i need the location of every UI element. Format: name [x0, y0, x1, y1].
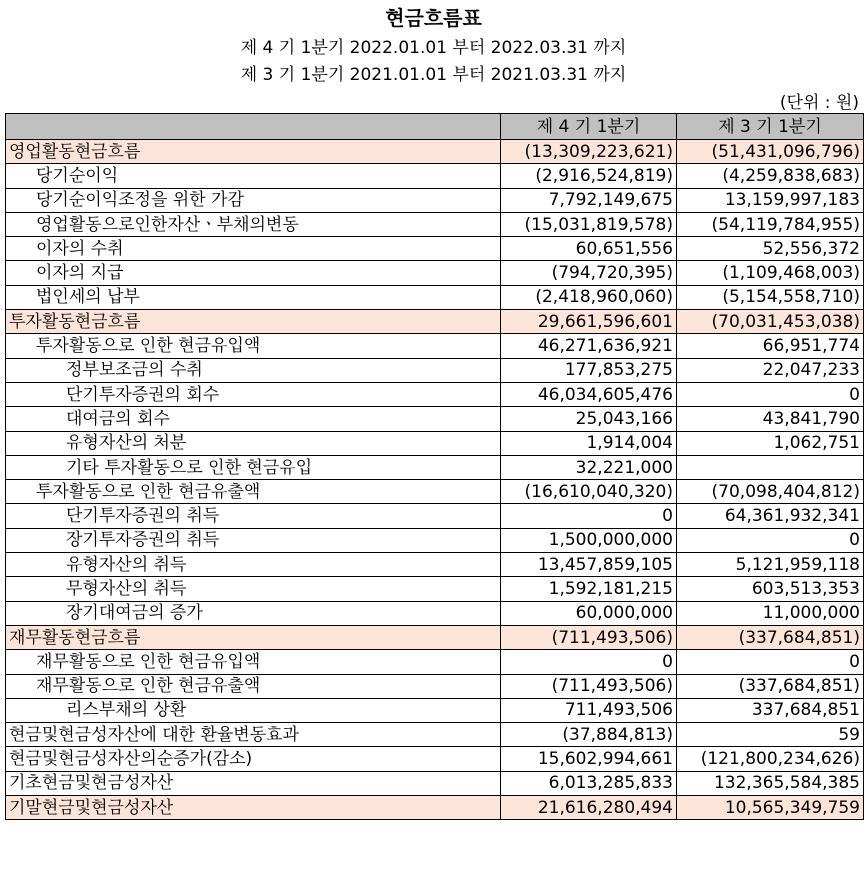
row-label: 무형자산의 취득	[6, 577, 501, 601]
prior-period-value: (54,119,784,955)	[677, 212, 864, 236]
prior-period-value: 132,365,584,385	[677, 771, 864, 795]
row-label: 투자활동현금흐름	[6, 310, 501, 334]
row-label: 기말현금및현금성자산	[6, 796, 501, 820]
prior-period: 제 3 기 1분기 2021.01.01 부터 2021.03.31 까지	[240, 65, 627, 85]
prior-period-value: (1,109,468,003)	[677, 261, 864, 285]
table-row	[6, 504, 864, 528]
row-label: 이자의 수취	[6, 237, 501, 261]
table-row	[6, 528, 864, 552]
prior-period-value: 66,951,774	[677, 334, 864, 358]
current-period-value: (15,031,819,578)	[501, 212, 677, 236]
prior-period-value: 1,062,751	[677, 431, 864, 455]
table-row	[6, 261, 864, 285]
prior-period-value: (70,098,404,812)	[677, 480, 864, 504]
header-prior-period: 제 3 기 1분기	[677, 114, 864, 140]
table-row	[6, 334, 864, 358]
current-period-value: 711,493,506	[501, 698, 677, 722]
row-label: 투자활동으로 인한 현금유입액	[6, 334, 501, 358]
table-row	[6, 650, 864, 674]
current-period-value: (711,493,506)	[501, 674, 677, 698]
prior-period-value: 0	[677, 650, 864, 674]
prior-period-value: 5,121,959,118	[677, 553, 864, 577]
table-row	[6, 601, 864, 625]
row-label: 현금및현금성자산에 대한 환율변동효과	[6, 723, 501, 747]
current-period-value: 15,602,994,661	[501, 747, 677, 771]
table-row	[6, 698, 864, 722]
document-title: 현금흐름표	[385, 6, 482, 30]
current-period-value: 25,043,166	[501, 407, 677, 431]
current-period-value: 13,457,859,105	[501, 553, 677, 577]
row-label: 법인세의 납부	[6, 285, 501, 309]
table-row	[6, 480, 864, 504]
prior-period-value: (337,684,851)	[677, 625, 864, 649]
current-period-value: 1,914,004	[501, 431, 677, 455]
row-label: 리스부채의 상환	[6, 698, 501, 722]
current-period-value: 60,651,556	[501, 237, 677, 261]
table-row	[6, 407, 864, 431]
current-period-value: 0	[501, 650, 677, 674]
prior-period-value: 0	[677, 528, 864, 552]
row-label: 재무활동으로 인한 현금유입액	[6, 650, 501, 674]
current-period: 제 4 기 1분기 2022.01.01 부터 2022.03.31 까지	[240, 38, 627, 58]
current-period-value: (2,418,960,060)	[501, 285, 677, 309]
current-period-value: 46,034,605,476	[501, 382, 677, 406]
current-period-value: (711,493,506)	[501, 625, 677, 649]
prior-period-value: 43,841,790	[677, 407, 864, 431]
table-row	[6, 796, 864, 820]
current-period-value: 32,221,000	[501, 455, 677, 479]
table-row	[6, 625, 864, 649]
row-label: 장기투자증권의 취득	[6, 528, 501, 552]
row-label: 영업활동현금흐름	[6, 140, 501, 164]
row-label: 유형자산의 처분	[6, 431, 501, 455]
prior-period-value: (70,031,453,038)	[677, 310, 864, 334]
current-period-value: 60,000,000	[501, 601, 677, 625]
prior-period-value: (51,431,096,796)	[677, 140, 864, 164]
prior-period-value: (121,800,234,626)	[677, 747, 864, 771]
current-period-value: 7,792,149,675	[501, 188, 677, 212]
current-period-value: 1,592,181,215	[501, 577, 677, 601]
current-period-value: 46,271,636,921	[501, 334, 677, 358]
table-row	[6, 455, 864, 479]
row-label: 단기투자증권의 회수	[6, 382, 501, 406]
table-row	[6, 212, 864, 236]
prior-period-value: 13,159,997,183	[677, 188, 864, 212]
current-period-value: (16,610,040,320)	[501, 480, 677, 504]
prior-period-value: 64,361,932,341	[677, 504, 864, 528]
current-period-value: 21,616,280,494	[501, 796, 677, 820]
table-row	[6, 553, 864, 577]
table-header-row	[6, 114, 864, 140]
current-period-value: (37,884,813)	[501, 723, 677, 747]
prior-period-value: 11,000,000	[677, 601, 864, 625]
prior-period-value: (5,154,558,710)	[677, 285, 864, 309]
row-label: 현금및현금성자산의순증가(감소)	[6, 747, 501, 771]
row-label: 영업활동으로인한자산ㆍ부채의변동	[6, 212, 501, 236]
prior-period-value: 0	[677, 382, 864, 406]
header-current-period: 제 4 기 1분기	[501, 114, 677, 140]
row-label: 당기순이익조정을 위한 가감	[6, 188, 501, 212]
table-row	[6, 577, 864, 601]
row-label: 장기대여금의 증가	[6, 601, 501, 625]
table-row	[6, 674, 864, 698]
row-label: 기초현금및현금성자산	[6, 771, 501, 795]
table-row	[6, 358, 864, 382]
prior-period-value: (337,684,851)	[677, 674, 864, 698]
current-period-value: (2,916,524,819)	[501, 164, 677, 188]
table-row	[6, 188, 864, 212]
table-row	[6, 310, 864, 334]
table-row	[6, 164, 864, 188]
current-period-value: 1,500,000,000	[501, 528, 677, 552]
current-period-value: 177,853,275	[501, 358, 677, 382]
header-label	[6, 114, 501, 140]
table-row	[6, 771, 864, 795]
row-label: 당기순이익	[6, 164, 501, 188]
row-label: 유형자산의 취득	[6, 553, 501, 577]
table-row	[6, 747, 864, 771]
current-period-value: (13,309,223,621)	[501, 140, 677, 164]
table-row	[6, 723, 864, 747]
prior-period-value: 59	[677, 723, 864, 747]
prior-period-value: 603,513,353	[677, 577, 864, 601]
prior-period-value: (4,259,838,683)	[677, 164, 864, 188]
prior-period-value	[677, 455, 864, 479]
prior-period-value: 22,047,233	[677, 358, 864, 382]
prior-period-value: 10,565,349,759	[677, 796, 864, 820]
table-row	[6, 431, 864, 455]
table-row	[6, 285, 864, 309]
unit-label: (단위 : 원)	[779, 93, 859, 113]
prior-period-value: 52,556,372	[677, 237, 864, 261]
row-label: 대여금의 회수	[6, 407, 501, 431]
row-label: 정부보조금의 수취	[6, 358, 501, 382]
table-row	[6, 237, 864, 261]
table-row	[6, 382, 864, 406]
current-period-value: 29,661,596,601	[501, 310, 677, 334]
cash-flow-table	[5, 113, 864, 820]
row-label: 단기투자증권의 취득	[6, 504, 501, 528]
current-period-value: 0	[501, 504, 677, 528]
table-row	[6, 140, 864, 164]
current-period-value: (794,720,395)	[501, 261, 677, 285]
row-label: 재무활동현금흐름	[6, 625, 501, 649]
row-label: 기타 투자활동으로 인한 현금유입	[6, 455, 501, 479]
row-label: 투자활동으로 인한 현금유출액	[6, 480, 501, 504]
prior-period-value: 337,684,851	[677, 698, 864, 722]
row-label: 재무활동으로 인한 현금유출액	[6, 674, 501, 698]
row-label: 이자의 지급	[6, 261, 501, 285]
current-period-value: 6,013,285,833	[501, 771, 677, 795]
